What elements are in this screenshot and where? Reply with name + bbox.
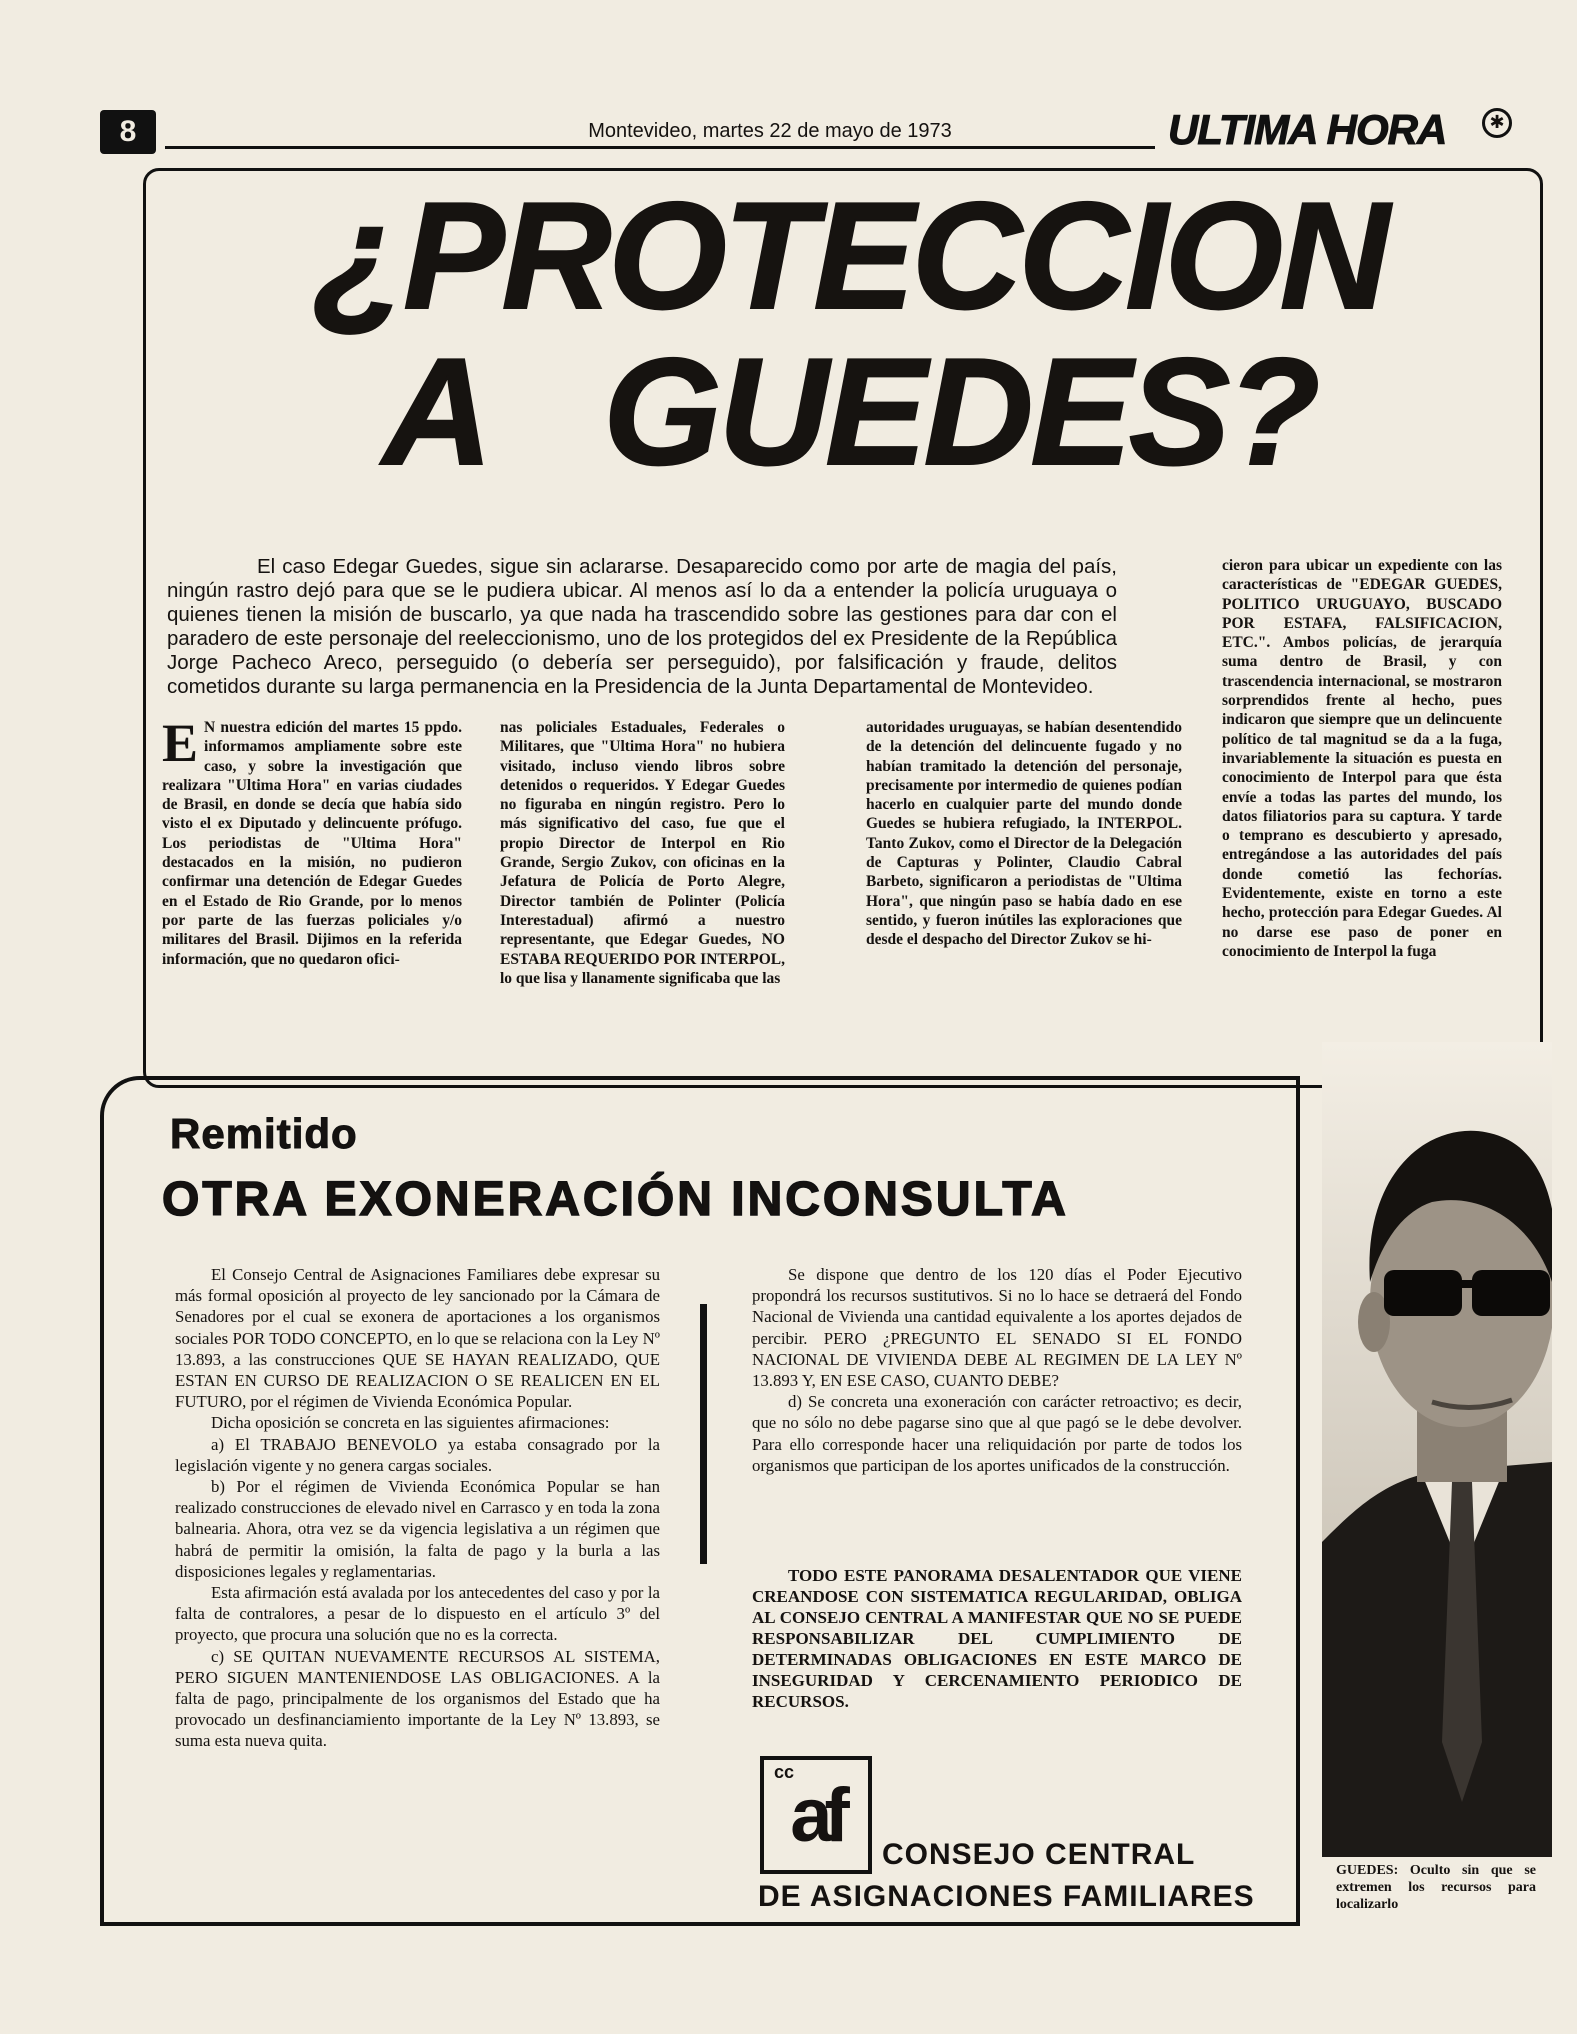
- column-3-text: autoridades uruguayas, se habían desentendido de la detención del delincuente fugado y no habían tramitado la detención del personaje, precisamente por intermedio de quienes podían hacerlo en cualquier parte del mundo donde Guedes se hubiera refugiado, la INTERPOL. Tanto Zukov, como el Director de la Delegación de Capturas y Polinter, Claudio Cabral Barbeto, significaron a periodistas de "Ultima Hora", que ningún paso se había dado en ese sentido, y fueron inútiles las exploraciones que desde el despacho del Director Zukov se hi-: [866, 719, 1182, 949]
- drop-cap: E: [162, 718, 199, 773]
- caf-logo-small: cc: [774, 1762, 795, 1782]
- article-column-3: [866, 718, 1182, 1080]
- guedes-photo: [1322, 1042, 1552, 1857]
- remitido-left-column: [175, 1264, 660, 1884]
- remitido-paragraph: b) Por el régimen de Vivienda Económica Popular se han realizado construcciones de elevado nivel en Carrasco y en toda la zona balnearia. Ahora, otra vez se da vigencia legislativa a un régimen que habrá de permitir la omisión, la falta de pago y la burla a las disposiciones legales y reglamentarias.: [175, 1477, 660, 1581]
- caf-logo-text: af: [790, 1773, 842, 1858]
- remitido-kicker: Remitido: [170, 1110, 358, 1157]
- remitido-closing: [752, 1565, 1242, 1712]
- remitido-paragraph: Dicha oposición se concreta en las siguientes afirmaciones:: [211, 1413, 610, 1433]
- remitido-right-column: [752, 1264, 1242, 1554]
- org-name-line-1: CONSEJO CENTRAL: [882, 1838, 1196, 1871]
- caf-logo: [760, 1756, 872, 1874]
- star-icon: ✱: [1482, 108, 1512, 138]
- header-rule: [165, 146, 1155, 149]
- photo-caption: GUEDES: Oculto sin que se extremen los recursos para localizarlo: [1336, 1863, 1536, 1912]
- masthead-logo: ULTIMA HORA: [1168, 106, 1447, 153]
- closing-text: TODO ESTE PANORAMA DESALENTADOR QUE VIENE CREANDOSE CON SISTEMATICA REGULARIDAD, OBLIGA AL CONSEJO CENTRAL A MANIFESTAR QUE NO SE PUEDE RESPONSABILIZAR DEL CUMPLIMIENTO DE DETERMINADAS OBLIGACIONES EN ESTE MARCO DE INSEGURIDAD Y CERCENAMIENTO PERIODICO DE RECURSOS.: [752, 1566, 1242, 1711]
- lead-text: El caso Edegar Guedes, sigue sin aclararse. Desaparecido como por arte de magia del país, ningún rastro dejó para que se le pudiera ubicar. Al menos así lo da a entender la policía uruguaya o quienes tienen la misión de buscarlo, ya que nada ha trascendido sobre las gestiones para dar con el paradero de este personaje del reeleccionismo, uno de los protegidos del ex Presidente de la República Jorge Pacheco Areco, perseguido (o debería ser perseguido), por falsificación y fraude, delitos cometidos durante su larga permanencia en la Presidencia de la Junta Departamental de Montevideo.: [167, 555, 1117, 698]
- portrait-illustration: [1322, 1042, 1552, 1857]
- remitido-paragraph: a) El TRABAJO BENEVOLO ya estaba consagrado por la legislación vigente y no genera cargas sociales.: [175, 1434, 660, 1475]
- remitido-paragraph: Se dispone que dentro de los 120 días el Poder Ejecutivo propondrá los recursos sustitutivos. Si no lo hace se detraerá del Fondo Nacional de Vivienda una cantidad equivalente a los aportes dejados de percibir. PERO ¿PREGUNTO EL SENADO SI EL FONDO NACIONAL DE VIVIENDA DEBE AL REGIMEN DE LA LEY Nº 13.893 Y, EN ESE CASO, CUANTO DEBE?: [752, 1265, 1242, 1391]
- headline-line-2: A GUEDES?: [382, 327, 1318, 497]
- remitido-paragraph: c) SE QUITAN NUEVAMENTE RECURSOS AL SISTEMA, PERO SIGUEN MANTENIENDOSE LAS OBLIGACIONES. A la falta de pago, principalmente de los organismos del Estado que ha provocado un desfinanciamiento importante de la Ley Nº 13.893, se suma esta nueva quita.: [175, 1646, 660, 1751]
- org-name-line-2: DE ASIGNACIONES FAMILIARES: [758, 1880, 1255, 1913]
- remitido-paragraph: Esta afirmación está avalada por los antecedentes del caso y por la falta de contralores, a pesar de lo dispuesto en el artículo 3º del proyecto, que procura una solución que no es la correcta.: [175, 1583, 660, 1645]
- column-2-text: nas policiales Estaduales, Federales o Militares, que "Ultima Hora" no hubiera visitado, incluso viendo libros sobre detenidos o requeridos. Y Edegar Guedes no figuraba en ningún registro. Pero lo más significativo del caso, fue que el propio Director de Interpol en Rio Grande, Sergio Zukov, con oficinas en la Jefatura de Policía de Porto Alegre, Director también de Polinter (Policía Interestadual) afirmó a nuestro representante, que Edegar Guedes, NO ESTABA REQUERIDO POR INTERPOL, lo que lisa y llanamente significaba que las: [500, 719, 785, 987]
- article-column-4: [1222, 556, 1502, 1078]
- remitido-paragraph: El Consejo Central de Asignaciones Familiares debe expresar su más formal oposición al proyecto de ley sancionado por la Cámara de Senadores por el cual se exonera de aportaciones a los organismos sociales POR TODO CONCEPTO, en lo que se relaciona con la Ley Nº 13.893, a las construcciones QUE SE HAYAN REALIZADO, QUE ESTAN EN CURSO DE REALIZACION O SE REALICEN EN EL FUTURO, por el régimen de Vivienda Económica Popular.: [175, 1265, 660, 1412]
- page-number: 8: [100, 110, 156, 154]
- article-column-1: [162, 718, 462, 1080]
- article-column-2: [500, 718, 785, 1080]
- column-divider: [700, 1304, 707, 1564]
- article-headline: [200, 171, 1500, 497]
- column-1-text: N nuestra edición del martes 15 ppdo. informamos ampliamente sobre este caso, y sobre la investigación que realizara "Ultima Hora" en varias ciudades de Brasil, en donde se decía que había sido visto el ex Diputado y delincuente prófugo. Los periodistas de "Ultima Hora" destacados en la misión, no pudieron confirmar una detención de Edegar Guedes en el Estado de Rio Grande, por lo menos por parte de las fuerzas policiales y/o militares del Brasil. Dijimos en la referida información, que no quedaron ofici-: [162, 719, 462, 968]
- column-4-text: cieron para ubicar un expediente con las características de "EDEGAR GUEDES, POLITICO URUGUAYO, BUSCADO POR ESTAFA, FALSIFICACION, ETC.". Ambos policías, de jerarquía suma dentro de Brasil, y con trascendencia internacional, se mostraron sorprendidos frente al hecho, pues indicaron que siempre que un delincuente político de tal magnitud se da a la fuga, invariablemente la situación es puesta en conocimiento de Interpol para que ésta envíe a todas las partes del mundo, los datos filiatorios para su captura. Y tarde o temprano es descubierto y apresado, entregándose a las autoridades del país donde cometió las fechorías. Evidentemente, existe en torno a este hecho, protección para Edegar Guedes. Al no darse ese paso de poner en conocimiento de Interpol la fuga: [1222, 557, 1502, 960]
- headline-line-1: ¿PROTECCION: [313, 171, 1387, 341]
- dateline: Montevideo, martes 22 de mayo de 1973: [588, 120, 952, 142]
- remitido-title: OTRA EXONERACIÓN INCONSULTA: [162, 1173, 1069, 1226]
- article-lead: [167, 555, 1117, 699]
- remitido-paragraph: d) Se concreta una exoneración con carácter retroactivo; es decir, que no sólo no debe pagarse sino que al que pagó se le debe devolver. Para ello corresponde hacer una reliquidación por parte de todos los organismos que participan de los aportes unificados de la construcción.: [752, 1392, 1242, 1475]
